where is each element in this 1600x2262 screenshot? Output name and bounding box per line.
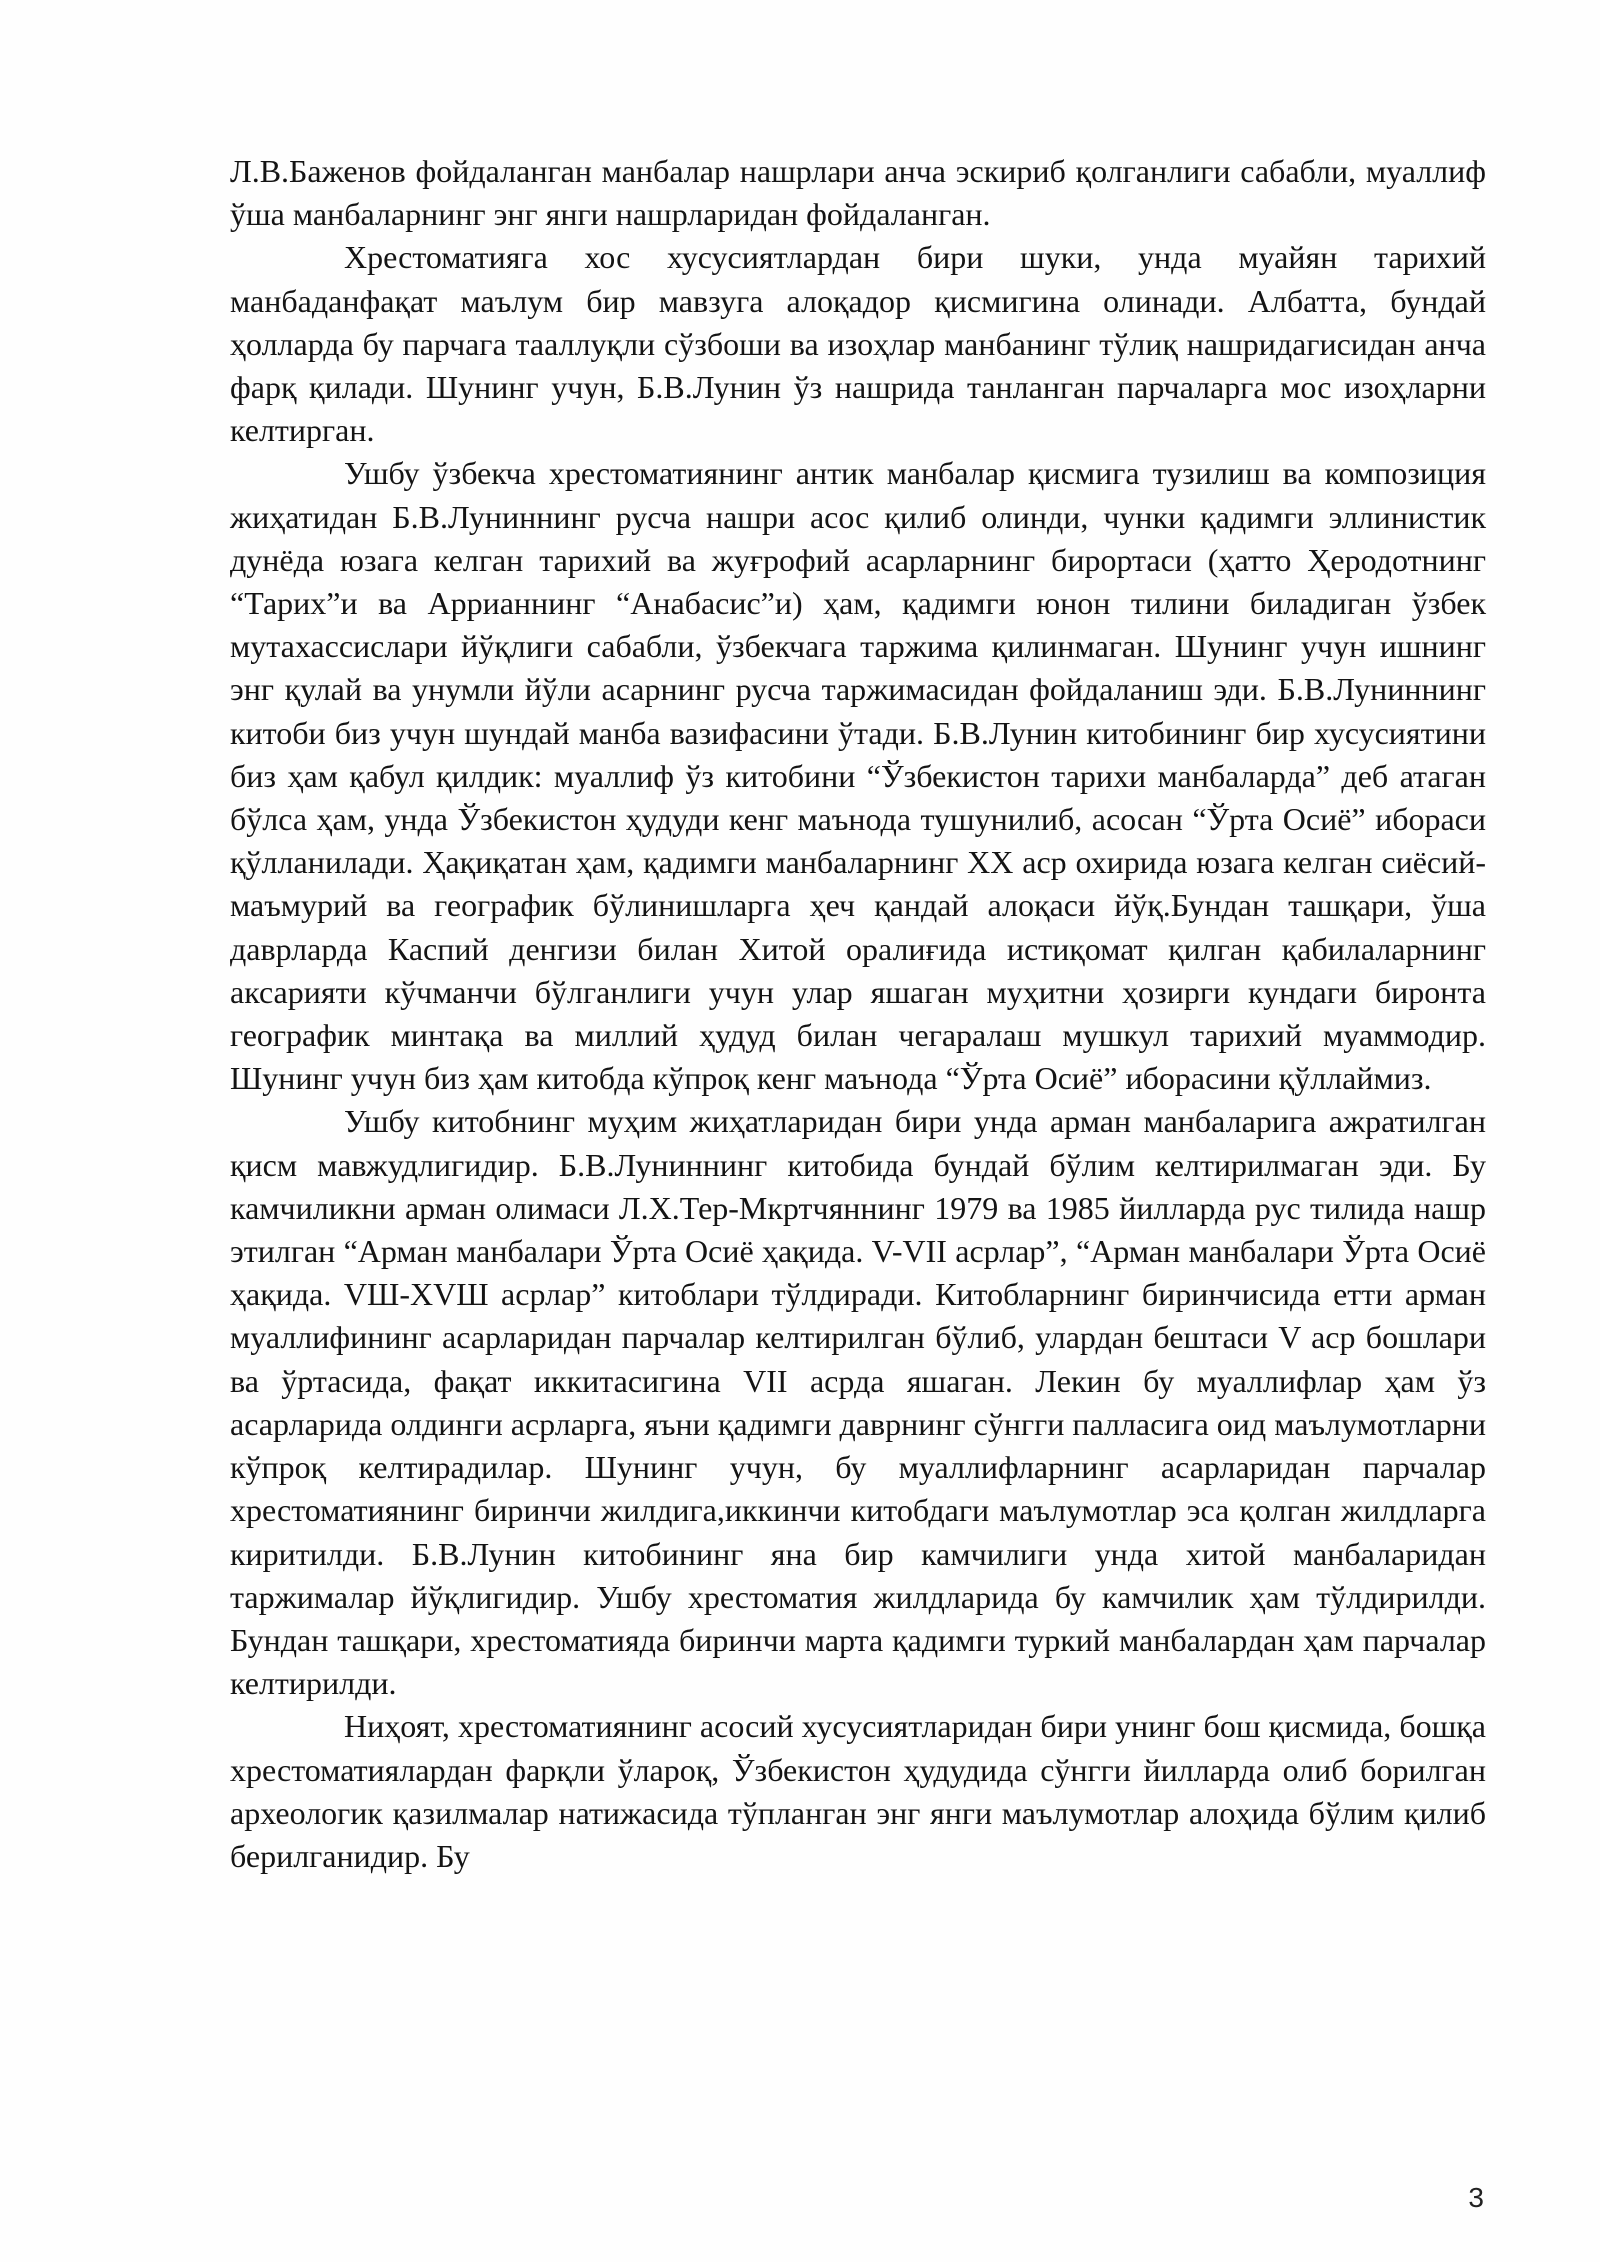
page-number: 3 [1468,2182,1484,2213]
paragraph-1: Л.В.Баженов фойдаланган манбалар нашрлари анча эскириб қолганлиги сабабли, муаллиф ўша манбаларнинг энг янги нашрларидан фойдаланган. [230,153,1486,233]
paragraph-4: Ушбу китобнинг муҳим жиҳатларидан бири унда арман манбаларига ажратилган қисм мавжудлигидир. Б.В.Луниннинг китобида бундай бўлим келтирилмаган эди. Бу камчиликни арман олимаси Л.Х.Тер-Мкртчяннинг 1979 ва 1985 йилларда рус тилида нашр этилган “Арман манбалари Ўрта Осиё ҳақида. V-VII асрлар”, “Арман манбалари Ўрта Осиё ҳақида. VШ-XVШ асрлар” китоблари тўлдиради. Китобларнинг биринчисида етти арман муаллифининг асарларидан парчалар келтирилган бўлиб, улардан бештаси V аср бошлари ва ўртасида, фақат иккитасигина VII асрда яшаган. Лекин бу муаллифлар ҳам ўз асарларида олдинги асрларга, яъни қадимги даврнинг сўнгги палласига оид маълумотларни кўпроқ келтирадилар. Шунинг учун, бу муаллифларнинг асарларидан парчалар хрестоматиянинг биринчи жилдига,иккинчи китобдаги маълумотлар эса қолган жилдларга киритилди. Б.В.Лунин китобининг яна бир камчилиги унда хитой манбаларидан таржималар йўқлигидир. Ушбу хрестоматия жилдларида бу камчилик ҳам тўлдирилди. Бундан ташқари, хрестоматияда биринчи марта қадимги туркий манбалардан ҳам парчалар келтирилди. [230,1103,1486,1702]
paragraph-3: Ушбу ўзбекча хрестоматиянинг антик манбалар қисмига тузилиш ва композиция жиҳатидан Б.В.Луниннинг русча нашри асос қилиб олинди, чунки қадимги эллинистик дунёда юзага келган тарихий ва жуғрофий асарларнинг бирортаси (ҳатто Ҳеродотнинг “Тарих”и ва Аррианнинг “Анабасис”и) ҳам, қадимги юнон тилини биладиган ўзбек мутахассислари йўқлиги сабабли, ўзбекчага таржима қилинмаган. Шунинг учун ишнинг энг қулай ва унумли йўли асарнинг русча таржимасидан фойдаланиш эди. Б.В.Луниннинг китоби биз учун шундай манба вазифасини ўтади. Б.В.Лунин китобининг бир хусусиятини биз ҳам қабул қилдик: муаллиф ўз китобини “Ўзбекистон тарихи манбаларда” деб атаган бўлса ҳам, унда Ўзбекистон ҳудуди кенг маънода тушунилиб, асосан “Ўрта Осиё” ибораси қўлланилади. Ҳақиқатан ҳам, қадимги манбаларнинг XX аср охирида юзага келган сиёсий-маъмурий ва географик бўлинишларга ҳеч қандай алоқаси йўқ.Бундан ташқари, ўша даврларда Каспий денгизи билан Хитой оралиғида истиқомат қилган қабилаларнинг аксарияти кўчманчи бўлганлиги учун улар яшаган муҳитни ҳозирги кундаги биронта географик минтақа ва миллий ҳудуд билан чегаралаш мушкул тарихий муаммодир. Шунинг учун биз ҳам китобда кўпроқ кенг маънода “Ўрта Осиё” иборасини қўллаймиз. [230,455,1486,1097]
paragraph-5: Ниҳоят, хрестоматиянинг асосий хусусиятларидан бири унинг бош қисмида, бошқа хрестоматиялардан фарқли ўлароқ, Ўзбекистон ҳудудида сўнгги йилларда олиб борилган археологик қазилмалар натижасида тўпланган энг янги маълумотлар алоҳида бўлим қилиб берилганидир. Бу [230,1708,1486,1874]
body-text [230,150,1486,1878]
paragraph-2: Хрестоматияга хос хусусиятлардан бири шуки, унда муайян тарихий манбаданфақат маълум бир мавзуга алоқадор қисмигина олинади. Албатта, бундай ҳолларда бу парчага тааллуқли сўзбоши ва изоҳлар манбанинг тўлиқ нашридагисидан анча фарқ қилади. Шунинг учун, Б.В.Лунин ўз нашрида танланган парчаларга мос изоҳларни келтирган. [230,239,1486,449]
